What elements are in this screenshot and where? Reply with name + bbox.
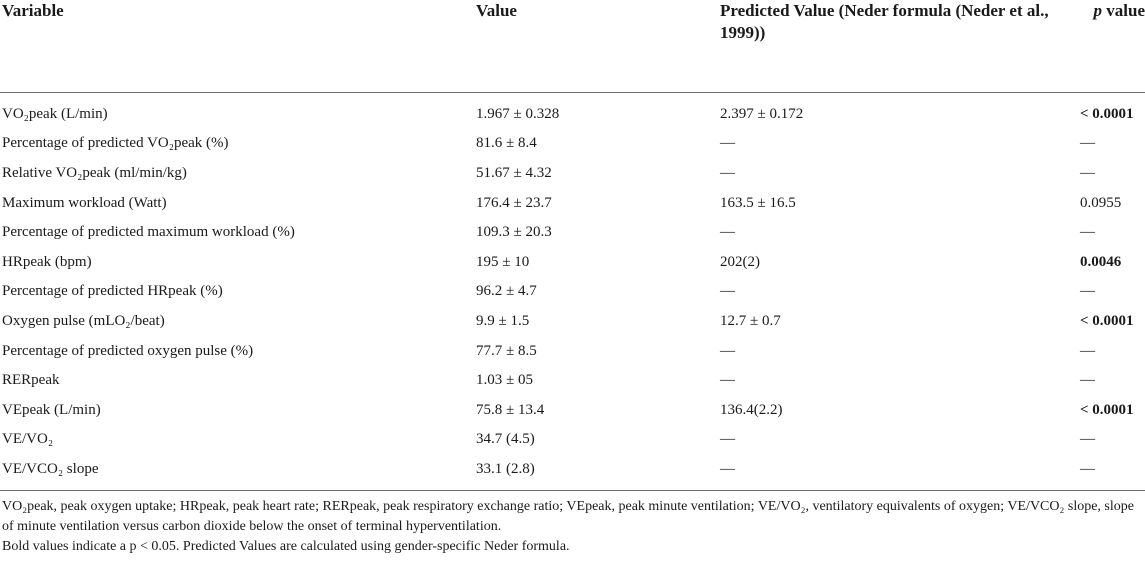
header-predicted: Predicted Value (Neder formula (Neder et al., 1999)) <box>718 0 1078 93</box>
table-footnotes <box>2 497 1142 557</box>
cell-predicted: — <box>718 454 1078 490</box>
cell-value: 9.9 ± 1.5 <box>476 312 530 329</box>
cell-value: 1.03 ± 05 <box>476 372 533 389</box>
cell-p-value: < 0.0001 <box>1080 105 1134 122</box>
table-row <box>0 365 1145 395</box>
cell-p-value: 0.0955 <box>1080 194 1122 211</box>
table-row <box>0 129 1145 159</box>
cell-predicted: — <box>720 135 735 152</box>
cell-predicted: — <box>720 342 735 359</box>
cell-predicted: — <box>720 164 735 181</box>
footnote-abbreviations: VO₂peak, peak oxygen uptake; HRpeak, peak heart rate; RERpeak, peak respiratory exchange ratio; VEpeak, peak minute ventilation; VE/VO₂, ventilatory equivalents of oxygen; VE/VCO₂ slope, slope of minute ventilation versus carbon dioxide below the onset of terminal hyperventilation. <box>2 499 1134 534</box>
cell-predicted: — <box>720 431 735 448</box>
cell-variable: RERpeak <box>2 372 60 389</box>
table-row <box>0 217 1145 247</box>
cell-variable: VEpeak (L/min) <box>2 401 101 418</box>
cell-value: 34.7 (4.5) <box>476 431 535 448</box>
table-row <box>0 395 1145 425</box>
cell-value: 1.967 ± 0.328 <box>476 105 560 122</box>
table-row <box>0 188 1145 218</box>
header-variable: Variable <box>0 0 474 93</box>
cell-predicted: 12.7 ± 0.7 <box>720 312 781 329</box>
header-value: Value <box>474 0 718 93</box>
cell-p-value: 0.0046 <box>1080 253 1122 270</box>
table-row <box>0 454 1145 490</box>
cell-p-value: — <box>1080 283 1095 300</box>
cell-p-value: — <box>1080 164 1095 181</box>
cell-predicted: — <box>720 224 735 241</box>
table-row <box>0 306 1145 336</box>
table-row <box>0 277 1145 307</box>
cell-p-value: — <box>1080 342 1095 359</box>
table-body <box>0 93 1145 491</box>
cell-variable: Relative VO₂peak (ml/min/kg) <box>2 164 187 181</box>
cell-value: 195 ± 10 <box>476 253 530 270</box>
table-row <box>0 247 1145 277</box>
cell-predicted: — <box>720 372 735 389</box>
cell-value: 96.2 ± 4.7 <box>476 283 537 300</box>
cell-predicted: — <box>720 283 735 300</box>
cell-value: 176.4 ± 23.7 <box>476 194 552 211</box>
cell-value: 51.67 ± 4.32 <box>476 164 552 181</box>
cell-predicted: 163.5 ± 16.5 <box>720 194 796 211</box>
cell-predicted: 136.4(2.2) <box>720 401 783 418</box>
header-p-italic: p <box>1093 1 1103 20</box>
cell-variable: Oxygen pulse (mLO₂/beat) <box>2 312 165 329</box>
cell-variable: VO₂peak (L/min) <box>2 105 108 122</box>
cell-p-value: — <box>1080 135 1095 152</box>
cell-p-value: < 0.0001 <box>1080 401 1134 418</box>
table-row <box>0 336 1145 366</box>
cell-predicted: 2.397 ± 0.172 <box>720 105 804 122</box>
table-header <box>0 0 1145 93</box>
cell-predicted: 202(2) <box>720 253 760 270</box>
cell-variable: Percentage of predicted VO₂peak (%) <box>2 135 229 152</box>
cell-value: 75.8 ± 13.4 <box>476 401 545 418</box>
cell-variable: Percentage of predicted HRpeak (%) <box>2 283 223 300</box>
table-row <box>0 93 1145 129</box>
cell-value: 109.3 ± 20.3 <box>476 224 552 241</box>
cell-p-value: — <box>1080 372 1095 389</box>
cell-value: 33.1 (2.8) <box>474 454 718 490</box>
cell-value: 81.6 ± 8.4 <box>476 135 537 152</box>
table-row <box>0 425 1145 455</box>
cell-variable: Percentage of predicted oxygen pulse (%) <box>2 342 254 359</box>
footnote-note: Bold values indicate a p < 0.05. Predicted Values are calculated using gender-specific Neder formula. <box>2 539 570 554</box>
cell-value: 77.7 ± 8.5 <box>476 342 537 359</box>
cell-variable: VE/VO₂ <box>2 431 54 448</box>
cell-p-value: — <box>1078 454 1145 490</box>
header-p-value <box>1078 0 1145 93</box>
header-p-rest: value <box>1102 1 1145 20</box>
cell-variable: VE/VCO₂ slope <box>0 454 474 490</box>
cell-p-value: — <box>1080 224 1095 241</box>
table-row <box>0 158 1145 188</box>
cell-p-value: — <box>1080 431 1095 448</box>
cell-variable: Maximum workload (Watt) <box>2 194 167 211</box>
cell-p-value: < 0.0001 <box>1080 312 1134 329</box>
cell-variable: Percentage of predicted maximum workload (%) <box>2 224 295 241</box>
cell-variable: HRpeak (bpm) <box>2 253 92 270</box>
